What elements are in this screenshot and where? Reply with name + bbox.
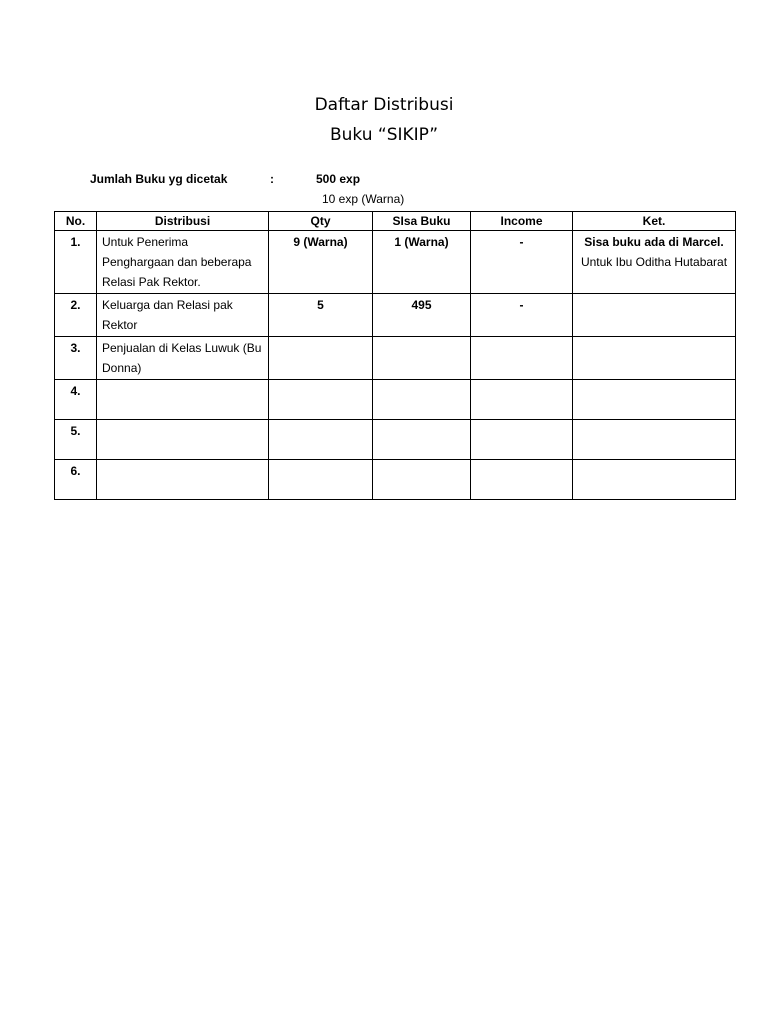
header-no: No. [55, 212, 97, 231]
header-sisa-buku: SIsa Buku [373, 212, 471, 231]
cell-distribusi [97, 420, 269, 460]
document-subtitle: Buku “SIKIP” [329, 125, 439, 145]
cell-income [471, 460, 573, 500]
header-qty: Qty [269, 212, 373, 231]
cell-sisa: 495 [373, 294, 471, 337]
cell-no: 2. [55, 294, 97, 337]
cell-income [471, 420, 573, 460]
ket-text: Untuk Ibu Oditha Hutabarat [580, 255, 728, 269]
cell-distribusi: Keluarga dan Relasi pak Rektor [97, 294, 269, 337]
header-ket: Ket. [573, 212, 736, 231]
distribution-table [54, 211, 736, 500]
print-count-colon: : [270, 172, 274, 186]
cell-ket [573, 380, 736, 420]
cell-qty [269, 420, 373, 460]
table-row [55, 231, 736, 294]
cell-no: 3. [55, 337, 97, 380]
table-row [55, 294, 736, 337]
cell-distribusi: Untuk Penerima Penghargaan dan beberapa Relasi Pak Rektor. [97, 231, 269, 294]
print-count-label: Jumlah Buku yg dicetak [90, 172, 228, 186]
cell-sisa: 1 (Warna) [373, 231, 471, 294]
cell-distribusi: Penjualan di Kelas Luwuk (Bu Donna) [97, 337, 269, 380]
cell-no: 6. [55, 460, 97, 500]
cell-qty [269, 337, 373, 380]
document-title: Daftar Distribusi [314, 95, 454, 115]
cell-income: - [471, 231, 573, 294]
cell-no: 5. [55, 420, 97, 460]
cell-qty [269, 460, 373, 500]
cell-ket [573, 231, 736, 294]
ket-bold-text: Sisa buku ada di Marcel. [584, 235, 724, 249]
print-count-value: 500 exp [316, 172, 361, 186]
cell-ket [573, 420, 736, 460]
cell-qty: 5 [269, 294, 373, 337]
cell-distribusi [97, 460, 269, 500]
cell-no: 1. [55, 231, 97, 294]
header-income: Income [471, 212, 573, 231]
cell-ket [573, 337, 736, 380]
table-row [55, 460, 736, 500]
table-row [55, 380, 736, 420]
cell-ket [573, 294, 736, 337]
table-row [55, 420, 736, 460]
cell-ket [573, 460, 736, 500]
cell-qty: 9 (Warna) [269, 231, 373, 294]
cell-income [471, 380, 573, 420]
print-count-value-color: 10 exp (Warna) [322, 192, 405, 206]
cell-sisa [373, 420, 471, 460]
cell-no: 4. [55, 380, 97, 420]
cell-distribusi [97, 380, 269, 420]
cell-income [471, 337, 573, 380]
cell-sisa [373, 460, 471, 500]
table-row [55, 337, 736, 380]
header-distribusi: Distribusi [97, 212, 269, 231]
cell-qty [269, 380, 373, 420]
cell-sisa [373, 337, 471, 380]
table-header-row [55, 212, 736, 231]
cell-sisa [373, 380, 471, 420]
cell-income: - [471, 294, 573, 337]
